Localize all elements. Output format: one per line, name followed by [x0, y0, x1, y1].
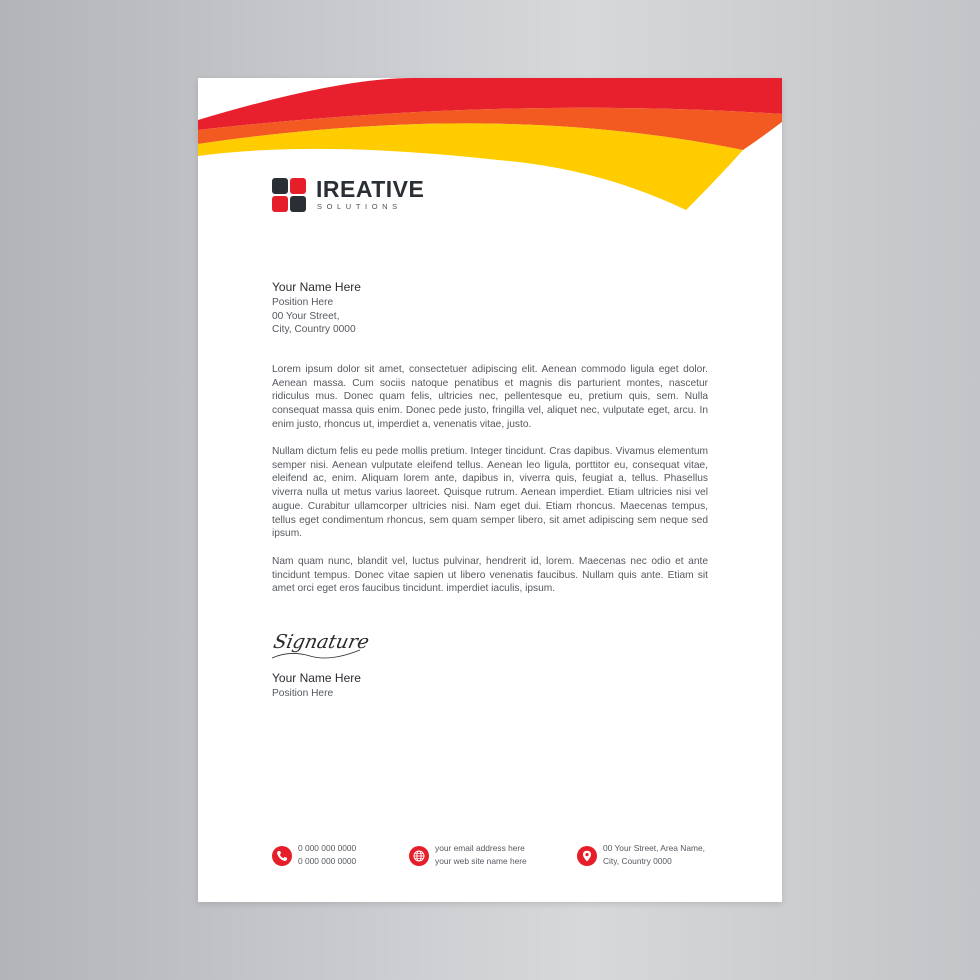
- body-paragraph-2: Nullam dictum felis eu pede mollis pretium. Integer tincidunt. Cras dapibus. Vivamus elementum semper nisi. Aenean vulputate eleifend tellus. Aenean leo ligula, porttitor eu, consequat vitae, eleifend ac, enim. Aliquam lorem ante, dapibus in, viverra quis, feugiat a, tellus. Phasellus viverra nulla ut metus varius laoreet. Quisque rutrum. Aenean imperdiet. Etiam ultricies nisi vel augue. Curabitur ullamcorper ultricies nisi. Nam eget dui. Etiam rhoncus. Maecenas tempus, tellus eget condimentum rhoncus, sem quam semper libero, sit amet adipiscing sem neque sed ipsum.: [272, 446, 708, 540]
- four-squares-logo-icon: [272, 178, 306, 212]
- sender-street: 00 Your Street,: [272, 310, 340, 322]
- email-address: your email address here: [435, 843, 525, 853]
- sender-position: Position Here: [272, 297, 334, 308]
- location-pin-icon: [577, 846, 597, 866]
- svg-text:Signature: Signature: [271, 630, 372, 653]
- closing-block: [272, 671, 361, 701]
- letterhead-page: [198, 78, 782, 902]
- signer-name: Your Name Here: [272, 671, 361, 685]
- body-paragraph-3: Nam quam nunc, blandit vel, luctus pulvinar, hendrerit id, lorem. Maecenas nec odio et ante tincidunt tempus. Donec vitae sapien ut libero venenatis faucibus. Nullam quis ante. Etiam sit amet orci eget eros faucibus tincidunt. imperdiet iaculis, ipsum.: [272, 556, 708, 595]
- address-line-2: City, Country 0000: [603, 855, 672, 866]
- sender-block: [272, 280, 361, 337]
- website-name: your web site name here: [435, 855, 527, 866]
- sender-city: City, Country 0000: [272, 324, 356, 336]
- address-line-1: 00 Your Street, Area Name,: [603, 843, 705, 853]
- brand-tagline: SOLUTIONS: [317, 202, 402, 211]
- brand-name: IREATIVE: [316, 176, 425, 202]
- signer-position: Position Here: [272, 688, 334, 699]
- body-paragraph-1: Lorem ipsum dolor sit amet, consectetuer adipiscing elit. Aenean commodo ligula eget dolor. Aenean massa. Cum sociis natoque penatibus et magnis dis parturient montes, nascetur ridiculus mus. Donec quam felis, ultricies nec, pellentesque eu, pretium quis, sem. Nulla consequat massa quis enim. Donec pede justo, fringilla vel, aliquet nec, vulputate eget, arcu. In enim justo, rhoncus ut, imperdiet a, venenatis vitae, justo.: [272, 364, 708, 430]
- handwritten-signature: [270, 622, 380, 664]
- phone-icon: [272, 846, 292, 866]
- sender-name: Your Name Here: [272, 280, 361, 294]
- globe-icon: [409, 846, 429, 866]
- phone-line-1: 0 000 000 0000: [298, 843, 357, 853]
- phone-line-2: 0 000 000 0000: [298, 855, 357, 866]
